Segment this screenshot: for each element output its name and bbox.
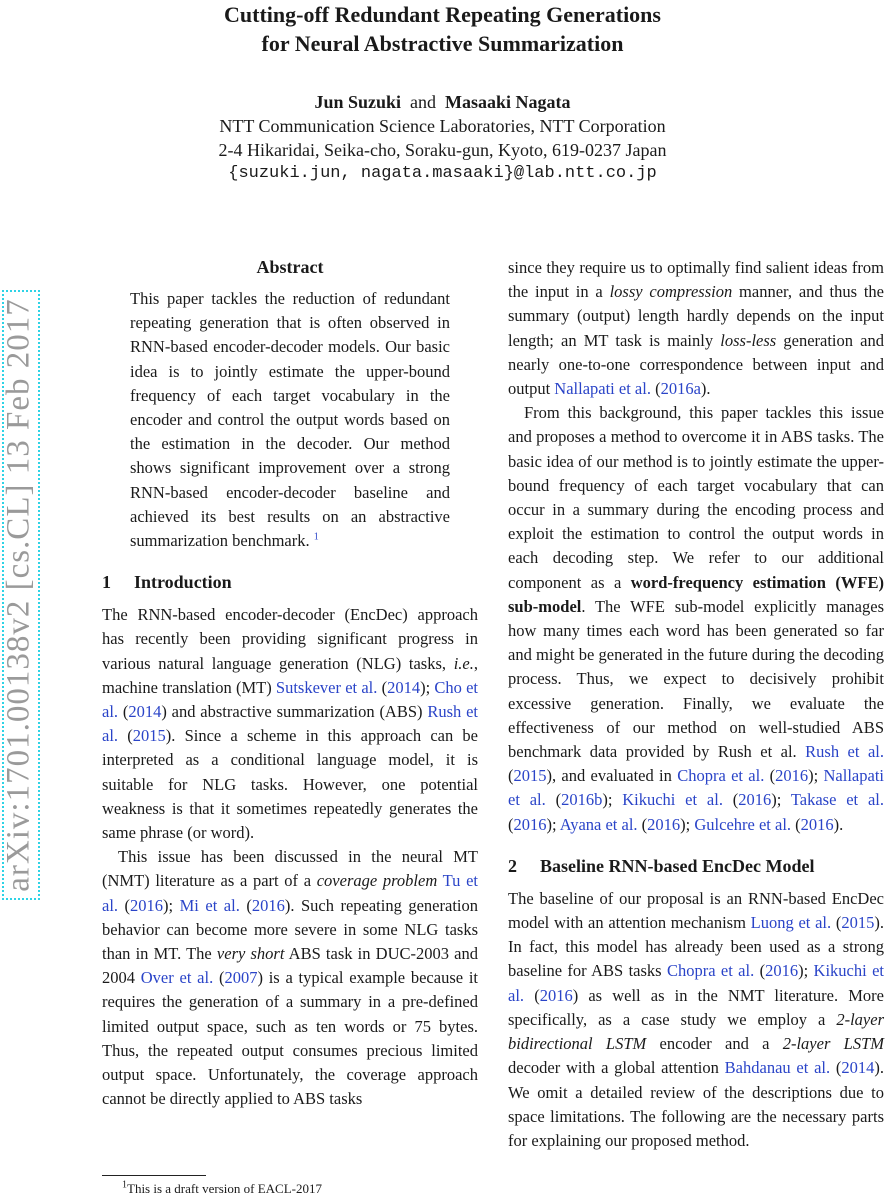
section-heading-baseline: [508, 853, 884, 879]
right-paragraph-2: From this background, this paper tackles this issue and proposes a method to overcome it in ABS tasks. The basic idea of our method is to jointly estimate the upper-bound frequency of each target vocabulary that can occur in a summary during the encoding process and exploit the estimation to control the output words in each decoding step. We refer to our additional component as a word-frequency estimation (WFE) sub-model. The WFE sub-model explicitly manages how many times each word has been generated so far and might be generated in the future during the decoding process. Thus, we expect to decisively prohibit excessive generation. Finally, we evaluate the effectiveness of our method on well-studied ABS benchmark data provided by Rush et al. Rush et al. (2015), and evaluated in Chopra et al. (2016); Nallapati et al. (2016b); Kikuchi et al. (2016); Takase et al. (2016); Ayana et al. (2016); Gulcehre et al. (2016).: [508, 403, 885, 834]
author-conjunction: and: [410, 92, 437, 112]
email: {suzuki.jun, nagata.masaaki}@lab.ntt.co.jp: [228, 164, 657, 183]
citation-year-link[interactable]: 2016: [775, 766, 809, 786]
abstract-text: [130, 287, 450, 553]
author-1: Jun Suzuki: [314, 92, 402, 112]
citation-link[interactable]: Mi et al.: [179, 895, 240, 915]
citation-link[interactable]: Gulcehre et al.: [694, 814, 792, 834]
citation-year-link[interactable]: 2015: [513, 766, 547, 786]
citation-link[interactable]: Bahdanau et al.: [724, 1058, 831, 1078]
title-line-2: for Neural Abstractive Summarization: [261, 31, 624, 56]
intro-paragraph-2: This issue has been discussed in the neural MT (NMT) literature as a part of a coverage problem Tu et al. (2016); Mi et al. (2016). Such repeating generation behavior can become more severe in some NLG tasks than in MT. The very short ABS task in DUC-2003 and 2004 Over et al. (2007) is a typical example because it requires the generation of a summary in a pre-defined limited output space, such as ten words or 75 bytes. Thus, the repeated output consumes precious limited output space. Unfortunately, the coverage approach cannot be directly applied to ABS tasks: [102, 847, 479, 1109]
section-title: Baseline RNN-based EncDec Model: [540, 855, 815, 876]
author-line: [0, 90, 885, 114]
citation-year-link[interactable]: 2016: [251, 895, 285, 915]
citation-link[interactable]: Kikuchi et al.: [508, 961, 884, 1005]
title-line-1: Cutting-off Redundant Repeating Generations: [224, 2, 661, 27]
left-column: [102, 255, 478, 1112]
citation-link[interactable]: Luong et al.: [750, 913, 832, 933]
footnote-number: 1: [122, 1179, 127, 1191]
citation-link[interactable]: Cho et al.: [102, 677, 478, 722]
footnote-rule: [102, 1175, 206, 1176]
citation-link[interactable]: Chopra et al.: [677, 766, 765, 786]
section-title: Introduction: [134, 572, 232, 593]
paper-title: [0, 0, 885, 58]
footnote-mark[interactable]: 1: [313, 531, 319, 543]
arxiv-stamp: arXiv:1701.00138v2 [cs.CL] 13 Feb 2017: [0, 298, 37, 892]
citation-year-link[interactable]: 2015: [841, 913, 875, 933]
citation-year-link[interactable]: 2016: [647, 814, 681, 834]
abstract-heading: Abstract: [256, 257, 324, 277]
section-heading-introduction: [102, 569, 478, 595]
abstract-section: [102, 255, 478, 553]
citation-link[interactable]: Chopra et al.: [666, 961, 755, 981]
citation-year-link[interactable]: 2014: [128, 702, 162, 722]
citation-year-link[interactable]: 2016: [539, 985, 573, 1005]
footnote-text: This is a draft version of EACL-2017: [127, 1181, 322, 1196]
citation-year-link[interactable]: 2016: [513, 814, 547, 834]
citation-year-link[interactable]: 2016: [130, 895, 164, 915]
citation-link[interactable]: Nallapati et al.: [554, 379, 651, 399]
citation-year-link[interactable]: 2015: [132, 726, 166, 746]
citation-year-link[interactable]: 2016b: [561, 790, 603, 810]
intro-paragraph-1: The RNN-based encoder-decoder (EncDec) approach has recently been providing significant progress in various natural language generation (NLG) tasks, i.e., machine translation (MT) Sutskever et al. (2014); Cho et al. (2014) and abstractive summarization (ABS) Rush et al. (2015). Since a scheme in this approach can be interpreted as a conditional language model, it is suitable for NLG tasks. However, one potential weakness is that it sometimes repeatedly generates the same phrase (or word).: [102, 605, 479, 843]
citation-link[interactable]: Sutskever et al.: [275, 677, 378, 697]
section-number: 2: [508, 855, 517, 876]
citation-link[interactable]: Kikuchi et al.: [622, 790, 723, 810]
citation-year-link[interactable]: 2014: [841, 1058, 875, 1078]
abstract-body: This paper tackles the reduction of redundant repeating generation that is often observed in RNN-based encoder-decoder models. Our basic idea is to jointly estimate the upper-bound frequency of each target vocabulary in the encoder and control the output words based on the estimation in the decoder. Our method shows significant improvement over a strong RNN-based encoder-decoder baseline and achieved its best results on an abstractive summarization benchmark.: [130, 289, 450, 551]
citation-year-link[interactable]: 2016: [800, 814, 834, 834]
citation-year-link[interactable]: 2016: [738, 790, 772, 810]
right-column: [508, 256, 884, 1153]
citation-year-link[interactable]: 2014: [387, 677, 421, 697]
citation-year-link[interactable]: 2016: [765, 961, 799, 981]
citation-link[interactable]: Ayana et al.: [559, 814, 638, 834]
section-number: 1: [102, 572, 111, 593]
baseline-paragraph-1: The baseline of our proposal is an RNN-based EncDec model with an attention mechanism Luong et al. (2015). In fact, this model has already been used as a strong baseline for ABS tasks Chopra et al. (2016); Kikuchi et al. (2016) as well as in the NMT literature. More specifically, as a case study we employ a 2-layer bidirectional LSTM encoder and a 2-layer LSTM decoder with a global attention Bahdanau et al. (2014). We omit a detailed review of the descriptions due to space limitations. The following are the necessary parts for explaining our proposed method.: [508, 888, 885, 1150]
author-2: Masaaki Nagata: [445, 92, 571, 112]
citation-year-link[interactable]: 2016a: [660, 379, 701, 399]
address: 2-4 Hikaridai, Seika-cho, Soraku-gun, Kyoto, 619-0237 Japan: [218, 140, 667, 160]
citation-year-link[interactable]: 2007: [224, 968, 258, 988]
author-block: [0, 90, 885, 186]
citation-link[interactable]: Takase et al.: [790, 790, 884, 810]
citation-link[interactable]: Over et al.: [140, 968, 214, 988]
footnote: [122, 1180, 322, 1198]
citation-link[interactable]: Nallapati et al.: [508, 766, 884, 810]
affiliation: NTT Communication Science Laboratories, NTT Corporation: [219, 116, 666, 136]
right-paragraph-1: since they require us to optimally find salient ideas from the input in a lossy compression manner, and thus the summary (output) length hardly depends on the input length; an MT task is mainly loss-less generation and nearly one-to-one correspondence between input and output Nallapati et al. (2016a).: [508, 258, 884, 399]
citation-link[interactable]: Rush et al.: [102, 702, 478, 746]
citation-link[interactable]: Tu et al.: [102, 871, 478, 915]
citation-link[interactable]: Rush et al.: [805, 742, 884, 762]
